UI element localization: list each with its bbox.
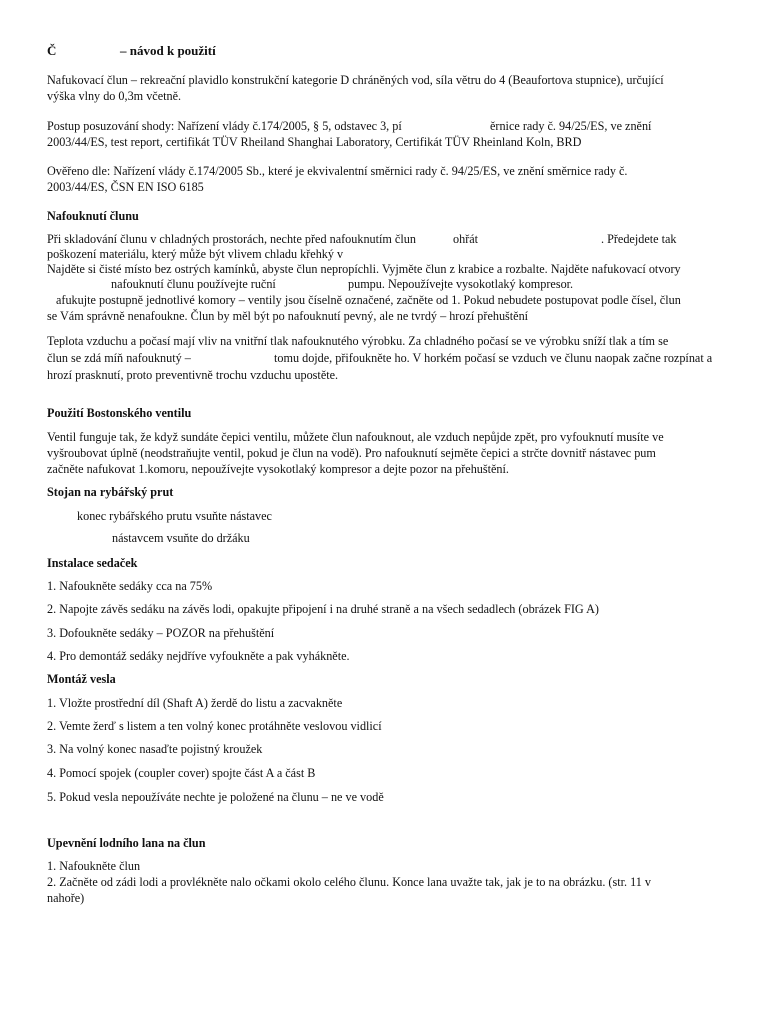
conformity-line-1b: ěrnice rady č. 94/25/ES, ve znění — [490, 119, 652, 133]
intro-line-1: Nafukovací člun – rekreační plavidlo konstrukční kategorie D chráněných vod, síla větru do 4 (Beaufortova stupnice), určující — [47, 73, 664, 87]
pressure-line-3: hrozí prasknutí, proto preventivně trochu vzduchu upostěte. — [47, 368, 339, 382]
conformity-line-2: 2003/44/ES, test report, certifikát TÜV Rheiland Shanghai Laboratory, Certifikát TÜV Rheinland Koln, BRD — [47, 135, 582, 149]
rope-line-3: nahoře) — [47, 891, 85, 905]
valve-line-1: Ventil funguje tak, že když sundáte čepici ventilu, můžete člun nafouknout, ale vzduch nepůjde zpět, pro vyfouknutí musíte ve — [47, 430, 664, 444]
intro-line-2: výška vlny do 0,3m včetně. — [47, 89, 182, 103]
seats-item-2: 2. Napojte závěs sedáku na závěs lodi, opakujte připojení i na druhé straně a na všech sedadlech (obrázek FIG A) — [47, 602, 599, 616]
seats-item-1: 1. Nafoukněte sedáky cca na 75% — [47, 579, 213, 593]
pressure-line-2 — [47, 350, 713, 366]
oars-item-2: 2. Vemte žerď s listem a ten volný konec protáhněte veslovou vidlicí — [47, 719, 382, 733]
rod-line-1: konec rybářského prutu vsuňte nástavec — [77, 509, 272, 523]
verified-line-2: 2003/44/ES, ČSN EN ISO 6185 — [47, 180, 204, 194]
inflation-line-1a: Při skladování člunu v chladných prostorách, nechte před nafouknutím člun — [47, 232, 416, 246]
rod-heading: Stojan na rybářský prut — [47, 485, 174, 499]
seats-item-4: 4. Pro demontáž sedáky nejdříve vyfoukněte a pak vyhákněte. — [47, 649, 350, 663]
title-rest: – návod k použití — [120, 43, 216, 58]
valve-line-2: vyšroubovat úplně (neodstraňujte ventil, pokud je člun na vodě). Pro nafouknutí sejměte čepici a strčte dovnitř nástavec pum — [47, 446, 656, 460]
oars-item-5: 5. Pokud vesla nepoužíváte nechte je položené na člunu – ne ve vodě — [47, 790, 384, 804]
oars-item-3: 3. Na volný konec nasaďte pojistný kroužek — [47, 742, 263, 756]
valve-line-3: začněte nafukovat 1.komoru, nepoužívejte vysokotlaký kompresor a dejte pozor na přehuštění. — [47, 462, 509, 476]
rope-line-2: 2. Začněte od zádi lodi a provlékněte nalo očkami okolo celého člunu. Konce lana uvažte tak, jak je to na obrázku. (str. 11 v — [47, 875, 651, 889]
inflation-line-4a: nafouknutí člunu používejte ruční — [111, 277, 276, 291]
inflation-line-1b: ohřát — [453, 232, 479, 246]
seats-item-3: 3. Dofoukněte sedáky – POZOR na přehuštění — [47, 626, 275, 640]
pressure-line-1: Teplota vzduchu a počasí mají vliv na vnitřní tlak nafouknutého výrobku. Za chladného počasí se ve výrobku sníží tlak a tím se — [47, 334, 669, 348]
inflation-line-4b: pumpu. Nepoužívejte vysokotlaký kompresor. — [348, 277, 574, 291]
inflation-line-5: afukujte postupně jednotlivé komory – ventily jsou číselně označené, začněte od 1. Pokud nebudete postupovat podle čísel, člun — [56, 293, 681, 307]
title-prefix: Č — [47, 43, 57, 58]
rope-line-1: 1. Nafoukněte člun — [47, 859, 141, 873]
inflation-line-3: Najděte si čisté místo bez ostrých kamínků, abyste člun nepropíchli. Vyjměte člun z krabice a rozbalte. Najděte nafukovací otvory — [47, 262, 681, 276]
inflation-line-6: se Vám správně nenafoukne. Člun by měl být po nafouknutí pevný, ale ne tvrdý – hrozí přehuštění — [47, 309, 529, 323]
inflation-heading: Nafouknutí člunu — [47, 209, 139, 223]
oars-heading: Montáž vesla — [47, 672, 116, 686]
inflation-line-1 — [47, 231, 677, 247]
rope-heading: Upevnění lodního lana na člun — [47, 836, 206, 850]
verified-line-1: Ověřeno dle: Nařízení vlády č.174/2005 Sb., které je ekvivalentní směrnici rady č. 94/25/ES, ve znění směrnice rady č. — [47, 164, 628, 178]
pressure-line-2a: člun se zdá míň nafouknutý – — [47, 351, 191, 365]
conformity-line-1 — [47, 118, 652, 134]
inflation-line-2: poškození materiálu, který může být vlivem chladu křehký v — [47, 247, 344, 261]
inflation-line-1c: . Předejdete tak — [601, 232, 677, 246]
seats-heading: Instalace sedaček — [47, 556, 138, 570]
oars-item-4: 4. Pomocí spojek (coupler cover) spojte část A a část B — [47, 766, 316, 780]
page-title — [47, 43, 216, 59]
pressure-line-2b: tomu dojde, přifoukněte ho. V horkém počasí se vzduch ve člunu naopak začne rozpínat a — [274, 351, 713, 365]
oars-item-1: 1. Vložte prostřední díl (Shaft A) žerdě do listu a zacvakněte — [47, 696, 343, 710]
conformity-line-1a: Postup posuzování shody: Nařízení vlády č.174/2005, § 5, odstavec 3, pí — [47, 119, 402, 133]
rod-line-2: nástavcem vsuňte do držáku — [112, 531, 250, 545]
valve-heading: Použití Bostonského ventilu — [47, 406, 192, 420]
